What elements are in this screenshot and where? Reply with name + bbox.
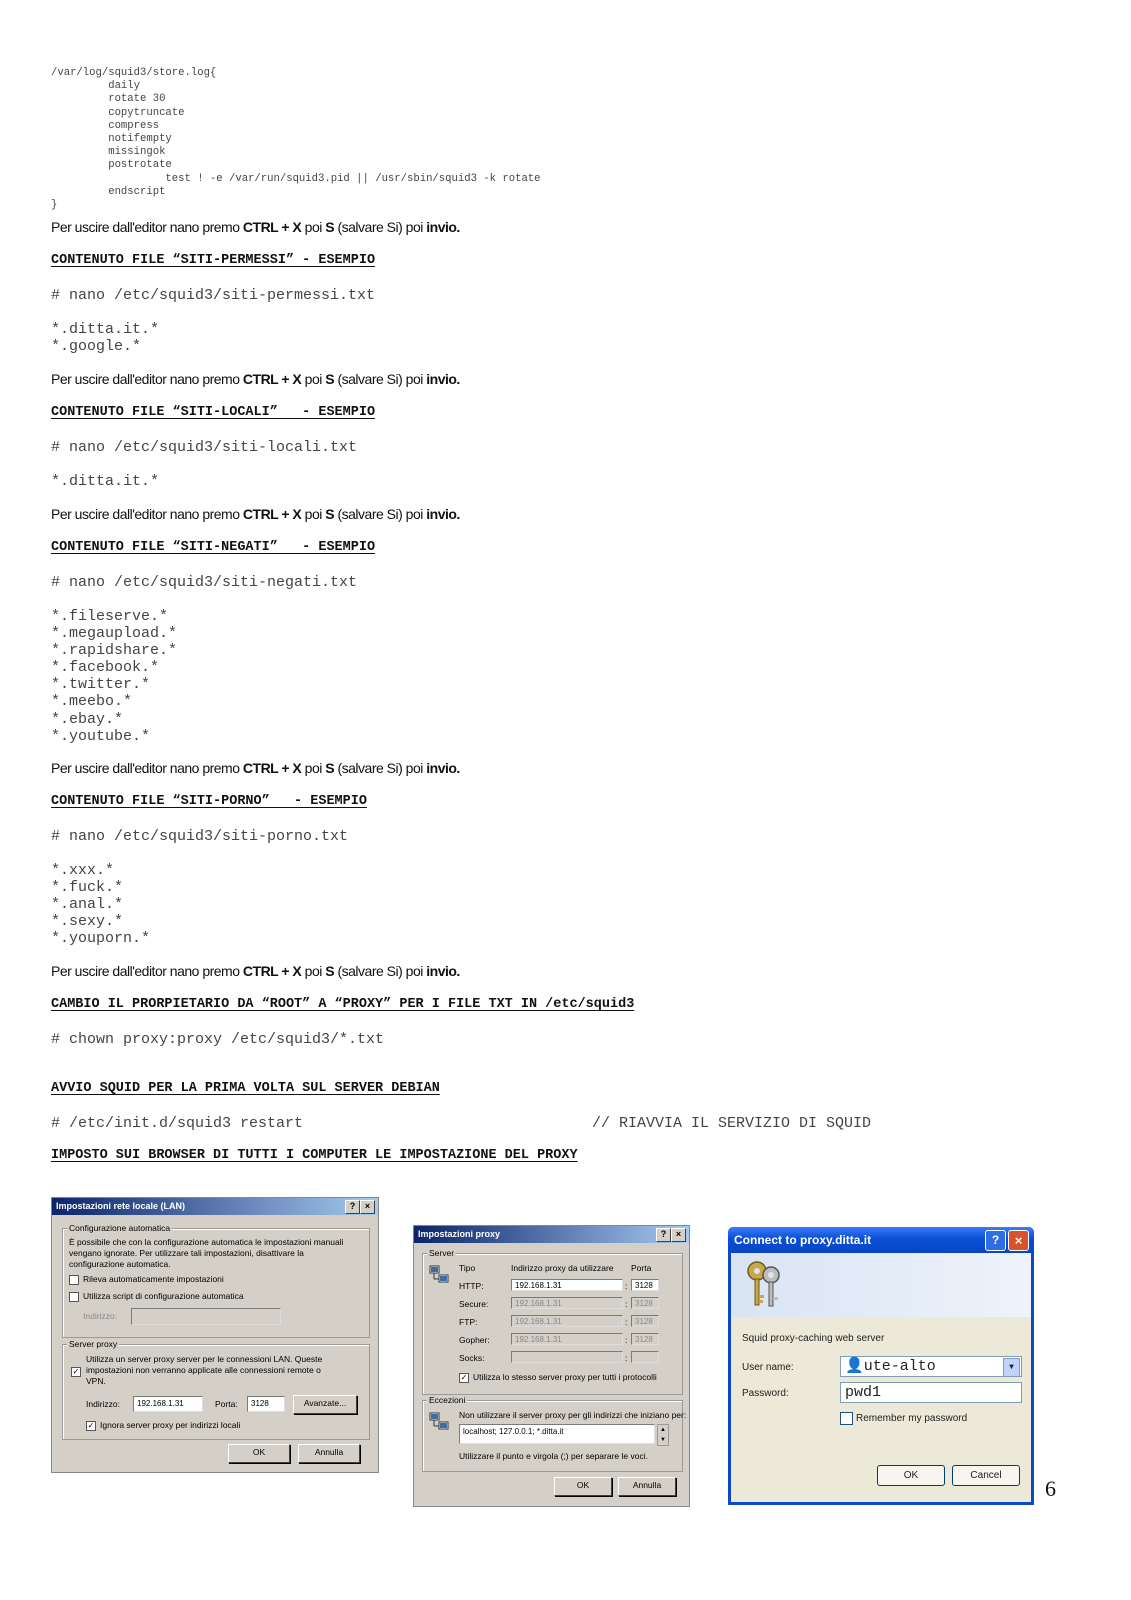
page-number: 6: [1045, 1476, 1056, 1501]
username-input[interactable]: 👤ute-alto ▼: [840, 1356, 1022, 1377]
username-label: User name:: [742, 1362, 794, 1373]
proxy-login-dialog: [728, 1227, 1034, 1505]
proxy-row-address-input[interactable]: 192.168.1.31: [511, 1315, 623, 1327]
lan-settings-dialog: [51, 1197, 379, 1473]
proxy-row-port-input[interactable]: 3128: [631, 1279, 659, 1291]
list-item: *.facebook.*: [51, 659, 160, 677]
heading-avvio-squid: AVVIO SQUID PER LA PRIMA VOLTA SUL SERVER DEBIAN: [51, 1081, 440, 1096]
list-item: *.ditta.it.*: [51, 473, 160, 490]
login-dialog-title: Connect to proxy.ditta.it: [734, 1233, 872, 1247]
proxy-row-port-input[interactable]: 3128: [631, 1333, 659, 1345]
exceptions-scrollbar[interactable]: ▲ ▼: [657, 1424, 669, 1446]
heading-siti-locali: CONTENUTO FILE “SITI-LOCALI” - ESEMPIO: [51, 405, 376, 420]
proxy-row-type: Secure:: [459, 1299, 489, 1309]
separator-text: Utilizzare il punto e virgola (;) per separare le voci.: [459, 1451, 648, 1461]
comment-restart: // RIAVVIA IL SERVIZIO DI SQUID: [592, 1115, 872, 1132]
checkbox-box[interactable]: [69, 1275, 79, 1285]
list-item: *.megaupload.*: [51, 625, 178, 643]
checkbox-box[interactable]: ✓: [87, 1420, 95, 1430]
close-icon[interactable]: ×: [360, 1200, 375, 1214]
auto-config-text-2: vengano ignorate. Per utilizzare tali impostazioni, disattivare la: [69, 1248, 304, 1258]
auto-config-text-3: configurazione automatica.: [69, 1259, 171, 1269]
heading-siti-porno: CONTENUTO FILE “SITI-PORNO” - ESEMPIO: [51, 794, 367, 809]
login-dialog-titlebar: [728, 1227, 1034, 1253]
list-item: *.google.*: [51, 338, 142, 356]
nano-instruction: Per uscire dall'editor nano premo CTRL + X poi S (salvare Si) poi invio.: [51, 506, 460, 522]
proxy-text-1: Utilizza un server proxy server per le connessioni LAN. Queste: [86, 1354, 323, 1364]
proxy-text-3: VPN.: [86, 1376, 106, 1386]
script-address-input[interactable]: [131, 1308, 281, 1325]
list-item: *.meebo.*: [51, 693, 133, 711]
keys-icon: [741, 1259, 787, 1311]
command-siti-locali: # nano /etc/squid3/siti-locali.txt: [51, 439, 358, 456]
lan-dialog-title: Impostazioni rete locale (LAN): [56, 1201, 186, 1211]
list-item: *.ditta.it.*: [51, 321, 160, 338]
command-chown: # chown proxy:proxy /etc/squid3/*.txt: [51, 1031, 385, 1048]
checkbox-box[interactable]: [69, 1292, 79, 1302]
password-input[interactable]: pwd1: [840, 1382, 1022, 1403]
nano-instruction: Per uscire dall'editor nano premo CTRL + X poi S (salvare Si) poi invio.: [51, 963, 460, 979]
checkbox-box[interactable]: [840, 1412, 853, 1425]
command-restart: # /etc/init.d/squid3 restart: [51, 1115, 304, 1132]
list-item: *.youtube.*: [51, 727, 151, 745]
command-siti-negati: # nano /etc/squid3/siti-negati.txt: [51, 574, 358, 591]
list-item: *.rapidshare.*: [51, 642, 178, 660]
server-group-label: Server: [429, 1248, 455, 1258]
proxy-row-port-input[interactable]: [631, 1351, 659, 1363]
heading-siti-negati: CONTENUTO FILE “SITI-NEGATI” - ESEMPIO: [51, 540, 376, 555]
proxy-dialog-title: Impostazioni proxy: [418, 1229, 501, 1239]
auto-config-text-1: È possibile che con la configurazione automatica le impostazioni manuali: [69, 1237, 344, 1247]
column-port: Porta: [631, 1263, 652, 1273]
exceptions-input[interactable]: localhost; 127.0.0.1; *.ditta.it: [459, 1424, 655, 1444]
proxy-text-2: impostazioni non verranno applicate alle connessioni remote o: [86, 1365, 321, 1375]
list-item: *.youporn.*: [51, 930, 151, 948]
ok-button[interactable]: OK: [877, 1465, 945, 1486]
proxy-row-address-input[interactable]: 192.168.1.31: [511, 1333, 623, 1345]
list-siti-locali: [51, 473, 159, 490]
cancel-button[interactable]: Annulla: [298, 1444, 360, 1463]
list-siti-negati: [51, 608, 177, 745]
auto-config-group: [62, 1223, 370, 1338]
cancel-button[interactable]: Cancel: [952, 1465, 1020, 1486]
command-siti-porno: # nano /etc/squid3/siti-porno.txt: [51, 828, 349, 845]
proxy-address-label: Indirizzo:: [86, 1399, 121, 1409]
exceptions-text: Non utilizzare il server proxy per gli indirizzi che iniziano per:: [459, 1410, 687, 1420]
proxy-row-address-input[interactable]: 192.168.1.31: [511, 1279, 623, 1291]
command-siti-permessi: # nano /etc/squid3/siti-permessi.txt: [51, 287, 376, 304]
script-address-label: Indirizzo:: [83, 1311, 118, 1321]
heading-browser-proxy: IMPOSTO SUI BROWSER DI TUTTI I COMPUTER LE IMPOSTAZIONE DEL PROXY: [51, 1148, 578, 1163]
user-icon: 👤: [845, 1358, 864, 1375]
nano-instruction: Per uscire dall'editor nano premo CTRL + X poi S (salvare Si) poi invio.: [51, 760, 460, 776]
cancel-button[interactable]: Annulla: [618, 1477, 676, 1496]
column-type: Tipo: [459, 1263, 476, 1273]
detect-settings-checkbox[interactable]: Rileva automaticamente impostazioni: [69, 1274, 224, 1285]
proxy-port-input[interactable]: 3128: [247, 1396, 285, 1412]
list-item: *.twitter.*: [51, 676, 151, 694]
close-icon[interactable]: ×: [1008, 1230, 1029, 1251]
remember-password-checkbox[interactable]: Remember my password: [840, 1412, 967, 1425]
list-item: *.xxx.*: [51, 862, 115, 879]
help-icon[interactable]: ?: [345, 1200, 360, 1214]
proxy-row-type: Socks:: [459, 1353, 485, 1363]
password-label: Password:: [742, 1388, 789, 1399]
list-item: *.fuck.*: [51, 879, 124, 897]
proxy-dialog-titlebar: [414, 1226, 689, 1243]
advanced-button[interactable]: Avanzate...: [293, 1395, 357, 1414]
server-group: Server Tipo Indirizzo proxy da utilizzare Porta HTTP: 192.168.1.31 : 3128 Secure: 192.168.1.31 : 3128 FTP: 192.168.1.31 : 3128 Gopher: 192.168.1.31 : 3128 Socks: : ✓ Utilizza lo stesso server proxy per tutti i protocolli: [422, 1253, 683, 1395]
exceptions-group: [422, 1395, 687, 1472]
heading-siti-permessi: CONTENUTO FILE “SITI-PERMESSI” - ESEMPIO: [51, 253, 376, 268]
auto-config-label: Configurazione automatica: [69, 1223, 171, 1233]
proxy-row-port-input[interactable]: 3128: [631, 1297, 659, 1309]
use-proxy-checkbox[interactable]: ✓: [72, 1367, 80, 1376]
proxy-settings-dialog: [413, 1225, 690, 1507]
list-item: *.anal.*: [51, 896, 124, 914]
proxy-row-port-input[interactable]: 3128: [631, 1315, 659, 1327]
help-icon[interactable]: ?: [656, 1228, 671, 1242]
proxy-row-address-input[interactable]: [511, 1351, 623, 1363]
list-siti-porno: [51, 862, 150, 947]
list-siti-permessi: [51, 321, 159, 355]
chevron-down-icon[interactable]: ▼: [1003, 1358, 1020, 1377]
checkbox-box[interactable]: ✓: [460, 1372, 468, 1382]
network-icon: [429, 1264, 449, 1284]
nano-instruction: Per uscire dall'editor nano premo CTRL + X poi S (salvare Si) poi invio.: [51, 371, 460, 387]
heading-chown: CAMBIO IL PRORPIETARIO DA “ROOT” A “PROXY” PER I FILE TXT IN /etc/squid3: [51, 997, 635, 1012]
proxy-server-label: Server proxy: [69, 1339, 118, 1349]
proxy-row-type: FTP:: [459, 1317, 478, 1327]
same-proxy-checkbox[interactable]: ✓ Utilizza lo stesso server proxy per tutti i protocolli: [460, 1372, 657, 1382]
lan-dialog-titlebar: [52, 1198, 378, 1215]
network-icon: [429, 1411, 449, 1431]
help-icon[interactable]: ?: [985, 1230, 1006, 1251]
logrotate-code: /var/log/squid3/store.log{ daily rotate 30 copytruncate compress notifempty missingok postrotate test ! -e /var/run/squid3.pid || /usr/sbin/squid3 -k rotate endscript }: [51, 67, 541, 212]
list-item: *.sexy.*: [51, 913, 124, 931]
proxy-row-type: Gopher:: [459, 1335, 490, 1345]
proxy-row-address-input[interactable]: 192.168.1.31: [511, 1297, 623, 1309]
list-item: *.fileserve.*: [51, 608, 169, 625]
realm-text: Squid proxy-caching web server: [742, 1333, 885, 1344]
nano-instruction: Per uscire dall'editor nano premo CTRL + X poi S (salvare Si) poi invio.: [51, 219, 460, 235]
proxy-server-group: [62, 1339, 370, 1440]
login-banner: [731, 1253, 1031, 1317]
proxy-address-input[interactable]: 192.168.1.31: [133, 1396, 203, 1412]
auto-script-checkbox[interactable]: Utilizza script di configurazione automatica: [69, 1291, 244, 1302]
list-item: *.ebay.*: [51, 710, 124, 728]
column-address: Indirizzo proxy da utilizzare: [511, 1263, 614, 1273]
proxy-port-label: Porta:: [215, 1399, 238, 1409]
proxy-row-type: HTTP:: [459, 1281, 484, 1291]
close-icon[interactable]: ×: [671, 1228, 686, 1242]
bypass-local-checkbox[interactable]: ✓ Ignora server proxy per indirizzi locali: [87, 1420, 241, 1430]
exceptions-group-label: Eccezioni: [429, 1395, 466, 1405]
ok-button[interactable]: OK: [228, 1444, 290, 1463]
ok-button[interactable]: OK: [554, 1477, 612, 1496]
